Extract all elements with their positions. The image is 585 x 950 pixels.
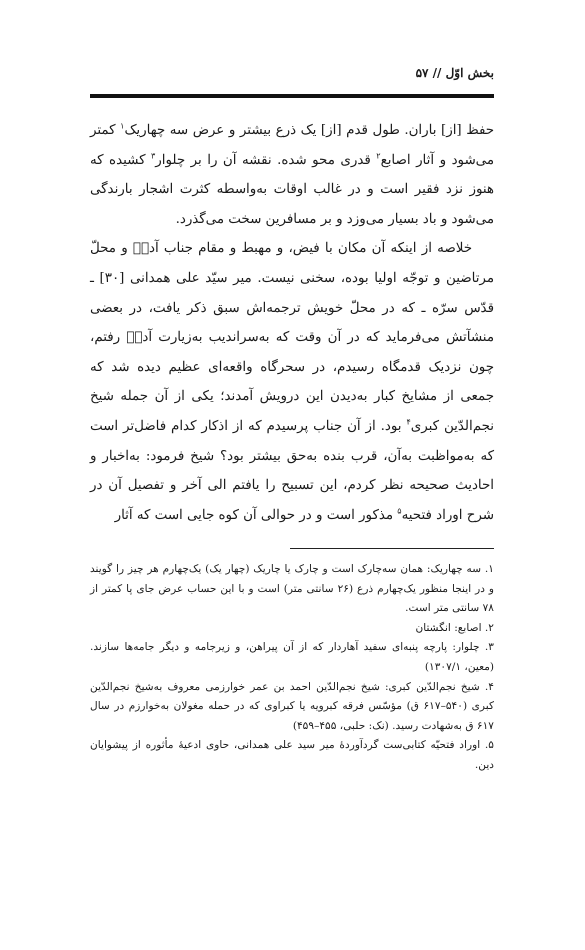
footnote-1: [90, 560, 494, 619]
footnote-text: شیخ نجم‌الدّین کبری: شیخ نجم‌الدّین احمد بن عمر خوارزمی معروف به‌شیخ نجم‌الدّین کبری (۵۴۰–۶۱۷ ق) مؤسّس فرقه کبرویه یا کبراوی که در حمله مغولان به‌خوارزم در سال ۶۱۷ ق به‌شهادت رسید. (نک: حلبی، ۴۵۵–۴۵۹): [90, 680, 494, 732]
footnote-text: چلوار: پارچه پنبه‌ای سفید آهاردار که از آن پیراهن، و زیرجامه و دیگر جامه‌ها سازند. (معین، ۱۳۰۷/۱): [90, 641, 494, 673]
header-rule: [90, 94, 494, 98]
footnote-separator: [290, 548, 494, 549]
paragraph-1: [90, 116, 494, 234]
footnote-number: ۵.: [484, 739, 494, 752]
footnote-number: ۴.: [484, 680, 494, 693]
paragraph-1-text-a: حفظ [از] باران. طول قدم [از] یک ذرع بیشتر و عرض سه چهاریک: [124, 123, 494, 138]
footnote-ref-1[interactable]: ۱: [120, 121, 125, 131]
paragraph-2-text-a: خلاصه از اینکه آن مکان با فیض، و مهبط و مقام جناب آدمؑ و محلّ مرتاضین و توجّه اولیا بوده، سخنی نیست. میر سیّد علی همدانی [۳۰] ـ قدّس سرّه ـ که در محلّ خویش ترجمه‌اش سبق ذکر یافت، در بعضی منشآتش می‌فرماید که در آن وقت که به‌سراندیب به‌زیارت آدمؑ رفتم، چون نزدیک قدمگاه رسیدم، در سحرگاه واقعه‌ای عظیم دیده شد که جمعی از مشایخ کبار به‌دیدن این درویش آمدند؛ یکی از آن جمله شیخ نجم‌الدّین کبری: [90, 241, 494, 434]
footnote-ref-2[interactable]: ۲: [376, 151, 381, 161]
footnote-5: [90, 736, 494, 775]
footnote-number: ۲.: [484, 621, 494, 634]
footnote-text: سه چهاریک: همان سه‌چارک است و چارک یا چاریک (چهار یک) یک‌چهارم هر چیز را گویند و در اینجا منظور یک‌چهارم ذرع (۲۶ سانتی متر) است و با این حساب عرض جای پا کمتر از ۷۸ سانتی متر است.: [90, 563, 494, 615]
footnotes: [90, 560, 494, 776]
running-header: بخش اوّل // ۵۷: [415, 66, 494, 80]
footnote-number: ۱.: [484, 563, 494, 575]
paragraph-1-text-c: قدری محو شده. نقشه آن را بر چلوار: [155, 152, 377, 168]
paragraph-2: [90, 234, 494, 530]
footnote-3: [90, 638, 494, 677]
main-text: [90, 116, 494, 530]
paragraph-1-text-b: کمتر می‌شود و آثار اصابع: [90, 123, 494, 168]
footnote-2: [90, 619, 494, 639]
paragraph-1-text-d: کشیده که هنوز نزد فقیر است و در غالب اوقات به‌واسطه کثرت اشجار بارندگی می‌شود و باد بسیار می‌وزد و بر مسافرین سخت می‌گذرد.: [90, 152, 494, 227]
paragraph-2-text-b: بود. از آن جناب پرسیدم که از اذکار کدام فاضل‌تر است که به‌مواظبت به‌آن، قرب بنده به‌حق بیشتر بود؟ شیخ فرمود: به‌اخبار و احادیث صحیحه نظر کردم، این تسبیح را یافتم الی آخر و تفصیل آن در شرح اوراد فتحیه: [90, 418, 494, 523]
footnote-ref-3[interactable]: ۳: [150, 151, 156, 161]
footnote-ref-5[interactable]: ۵: [397, 506, 402, 516]
footnote-4: [90, 678, 494, 737]
footnote-text: اوراد فتحیّه کتابی‌ست گردآوردهٔ میر سید علی همدانی، حاوی ادعیهٔ مأثوره از پیشوایان دین.: [90, 739, 494, 771]
footnote-ref-4[interactable]: ۴: [406, 417, 411, 427]
footnote-text: اصابع: انگشتان: [415, 621, 482, 634]
paragraph-2-text-c: مذکور است و در حوالی آن کوه جایی است که آثار: [114, 507, 398, 523]
footnote-number: ۳.: [484, 641, 494, 654]
